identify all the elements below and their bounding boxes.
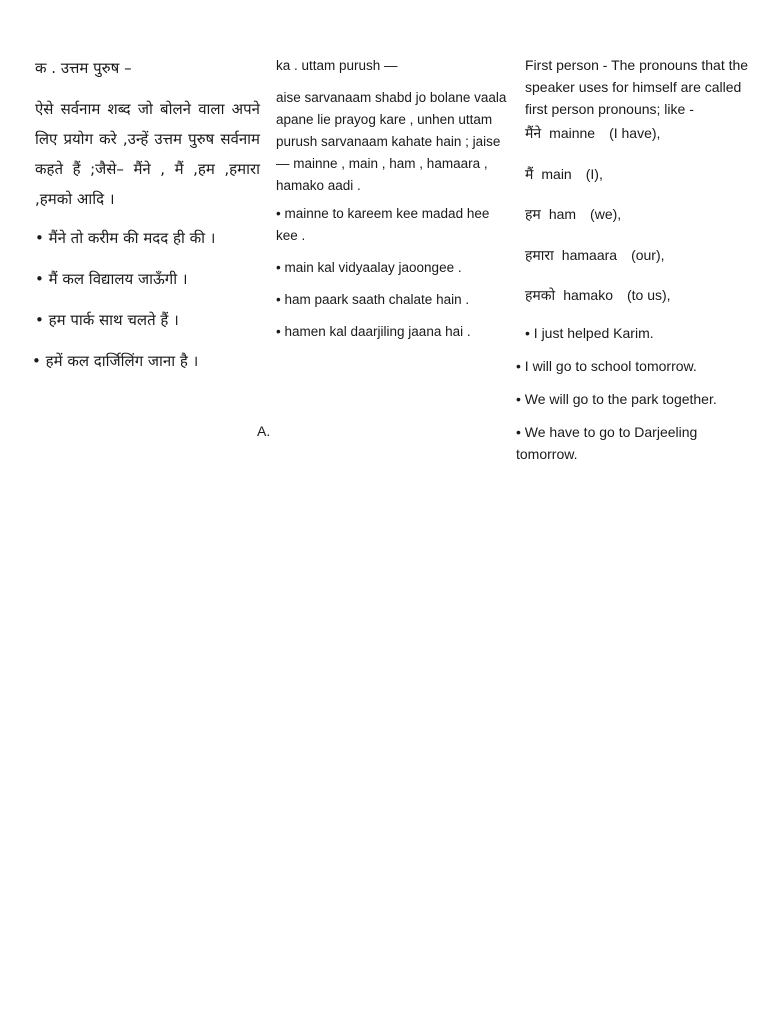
pronoun-translit: mainne (549, 125, 596, 141)
pronoun-hindi: मैं (525, 166, 534, 183)
english-intro: First person - The pronouns that the speaker uses for himself are called first person pronouns; like - (525, 57, 749, 117)
pronoun-meaning: (I have), (609, 125, 661, 141)
pronoun-hindi: हमको (525, 288, 556, 304)
pronoun-row (525, 201, 756, 242)
pronoun-row (525, 282, 756, 323)
pronoun-hindi: हम (525, 207, 541, 223)
pronoun-translit: hamako (563, 287, 613, 303)
hindi-bullet: • मैं कल विद्यालय जाऊँगी । (35, 270, 188, 288)
pronoun-translit: ham (548, 206, 577, 222)
pronoun-meaning: (we), (590, 206, 622, 222)
section-label: A. (257, 423, 271, 439)
translit-paragraph: aise sarvanaam shabd jo bolane vaala apane lie prayog kare , unhen uttam purush sarvanaam kahate hain ; jaise— mainne , main , ham , hamaara , hamako aadi . (276, 90, 507, 193)
english-bullet: • I just helped Karim. (525, 324, 654, 341)
pronoun-meaning: (I), (585, 165, 603, 182)
translit-bullet: • hamen kal daarjiling jaana hai . (276, 324, 471, 339)
pronoun-translit: hamaara (561, 246, 618, 263)
english-column (516, 54, 756, 476)
hindi-bullet: • मैंने तो करीम की मदद ही की । (35, 229, 216, 247)
pronoun-row (525, 242, 756, 283)
pronoun-row (525, 161, 756, 202)
pronoun-meaning: (to us), (627, 287, 671, 303)
hindi-paragraph: ऐसे सर्वनाम शब्द जो बोलने वाला अपने लिए प्रयोग करे ,उन्हें उत्तम पुरुष सर्वनाम कहते हैं ;जैसे– मैंने , मैं ,हम ,हमारा ,हमको आदि । (35, 100, 260, 208)
pronoun-meaning: (our), (631, 246, 665, 263)
hindi-column (32, 56, 260, 388)
pronoun-hindi: हमारा (525, 247, 554, 264)
transliteration-column (276, 55, 508, 353)
pronoun-hindi: मैंने (525, 126, 542, 142)
english-bullet: • We will go to the park together. (516, 390, 717, 407)
pronoun-translit: main (541, 165, 572, 182)
translit-title: ka . uttam purush — (276, 58, 398, 73)
translit-bullet: • mainne to kareem kee madad hee kee . (276, 206, 490, 243)
hindi-bullet: • हमें कल दार्जिलिंग जाना है । (32, 352, 199, 370)
english-bullet: • We have to go to Darjeeling tomorrow. (516, 423, 698, 462)
translit-bullet: • ham paark saath chalate hain . (276, 292, 470, 307)
english-bullet: • I will go to school tomorrow. (516, 357, 697, 374)
hindi-bullet: • हम पार्क साथ चलते हैं । (35, 311, 179, 329)
hindi-title: क . उत्तम पुरुष – (35, 59, 132, 77)
pronoun-row (525, 120, 756, 161)
translit-bullet: • main kal vidyaalay jaoongee . (276, 260, 462, 275)
